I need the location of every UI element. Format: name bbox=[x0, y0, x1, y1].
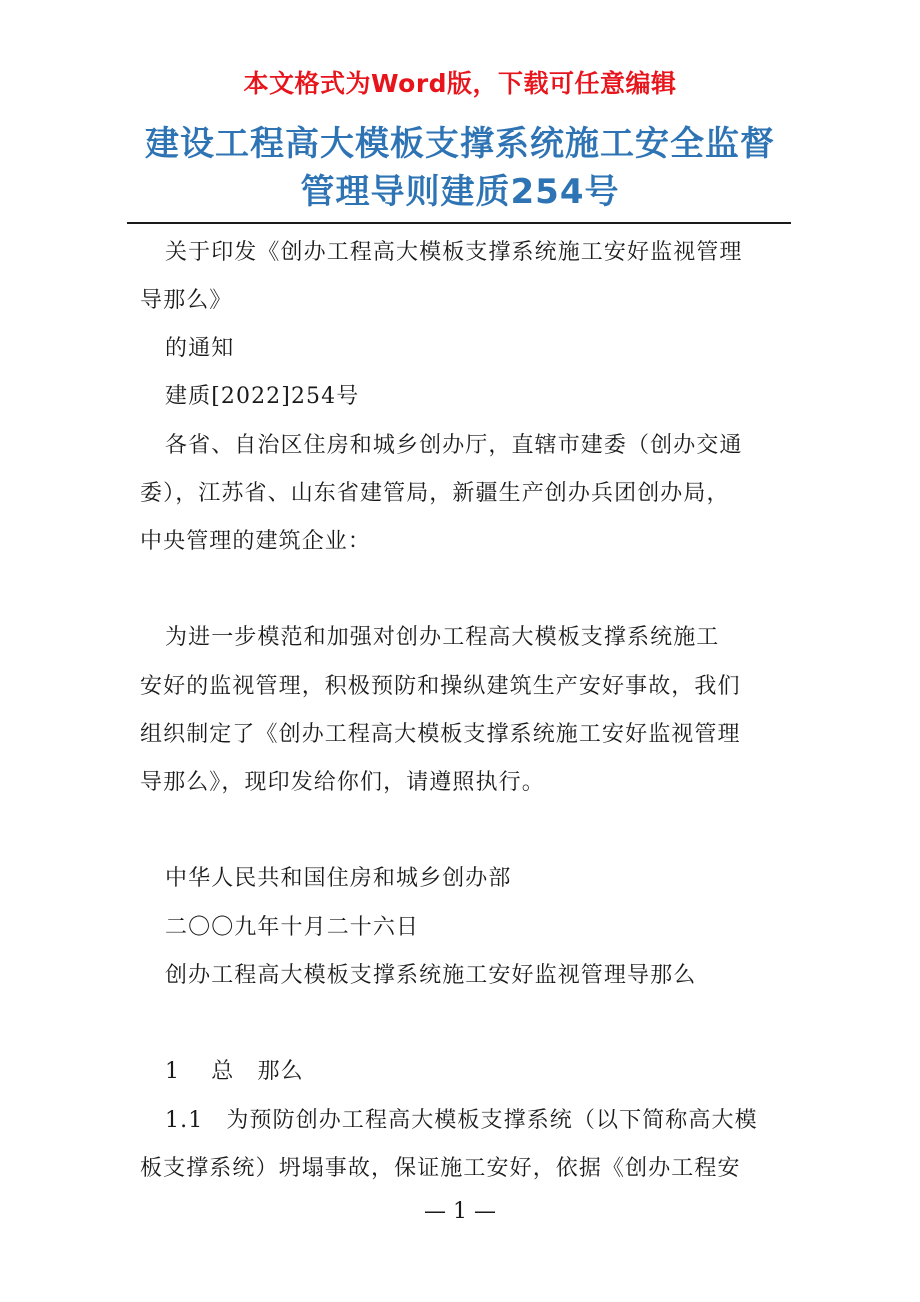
recipients-line-2: 委），江苏省、山东省建管局，新疆生产创办兵团创办局， bbox=[140, 481, 730, 506]
format-banner: 本文格式为Word版，下载可任意编辑 bbox=[243, 69, 677, 98]
document-number: 建质[2022]254号 bbox=[165, 384, 360, 409]
title-divider bbox=[127, 222, 791, 224]
notice-title-line-3: 的通知 bbox=[165, 336, 235, 361]
paragraph-1-line-1: 为进一步模范和加强对创办工程高大模板支撑系统施工 bbox=[165, 625, 720, 650]
document-title-line-2: 管理导则建质254号 bbox=[300, 172, 620, 212]
notice-title-line-2: 导那么》 bbox=[140, 288, 233, 313]
recipients-line-3: 中央管理的建筑企业： bbox=[140, 529, 372, 554]
paragraph-1-line-3: 组织制定了《创办工程高大模板支撑系统施工安好监视管理 bbox=[140, 722, 741, 747]
section-heading: 1 总 那么 bbox=[165, 1059, 304, 1084]
notice-title-line-1: 关于印发《创办工程高大模板支撑系统施工安好监视管理 bbox=[165, 240, 743, 265]
document-title-line-1: 建设工程高大模板支撑系统施工安全监督 bbox=[145, 124, 775, 164]
paragraph-1-line-2: 安好的监视管理，积极预防和操纵建筑生产安好事故，我们 bbox=[140, 674, 741, 699]
page-number: — 1 — bbox=[424, 1199, 496, 1224]
clause-1-1-line-1: 1.1 为预防创办工程高大模板支撑系统（以下简称高大模 bbox=[165, 1108, 758, 1133]
paragraph-1-line-4: 导那么》，现印发给你们，请遵照执行。 bbox=[140, 770, 545, 795]
issuer: 中华人民共和国住房和城乡创办部 bbox=[165, 866, 512, 891]
clause-1-1-line-2: 板支撑系统）坍塌事故，保证施工安好，依据《创办工程安 bbox=[140, 1156, 741, 1181]
recipients-line-1: 各省、自治区住房和城乡创办厅，直辖市建委（创办交通 bbox=[165, 433, 743, 458]
issue-date: 二〇〇九年十月二十六日 bbox=[165, 915, 420, 940]
guide-title: 创办工程高大模板支撑系统施工安好监视管理导那么 bbox=[165, 963, 697, 988]
